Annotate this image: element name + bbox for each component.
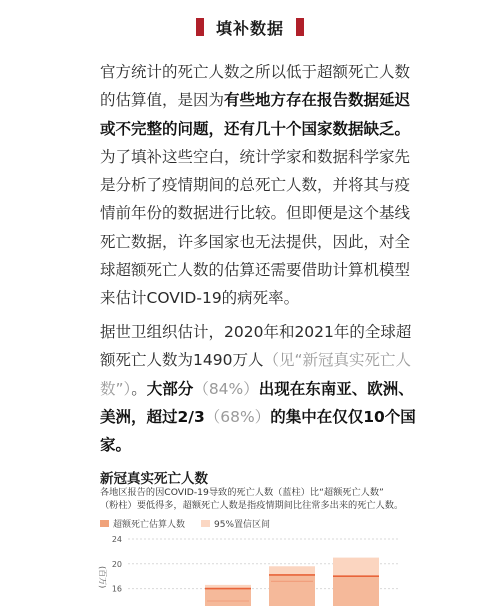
excess-bar (333, 576, 379, 606)
gray-note: （84%） (193, 379, 259, 398)
paragraph-line (100, 318, 412, 346)
legend-swatch-excess (100, 520, 109, 527)
body-text: 为了填补这些空白，统计学家和数据科学家先 (100, 147, 411, 166)
figure-title: 新冠真实死亡人数 (100, 471, 208, 487)
paragraph-line (100, 375, 414, 403)
body-text: 官方统计的死亡人数之所以低于超额死亡人数 (100, 63, 411, 81)
paragraph-line (100, 58, 411, 86)
excess-deaths-chart (0, 530, 500, 606)
body-text: 额死亡人数为1490万人 (100, 351, 264, 370)
body-text: 来估计COVID-19的病死率。 (100, 289, 300, 308)
excess-bar (205, 589, 251, 606)
legend-label-ci: 95%置信区间 (214, 519, 271, 530)
gray-note: （68%） (204, 407, 271, 426)
heading-right-mark (296, 18, 304, 36)
bold-text: 的集中在仅仅10个国 (270, 407, 416, 426)
paragraph-line (100, 171, 411, 199)
heading-left-mark (196, 18, 204, 36)
body-text: 。 (131, 379, 147, 398)
figure-subtitle-line: 各地区报告的因COVID-19导致的死亡人数（蓝柱）比“超额死亡人数” (100, 487, 384, 498)
paragraph-1 (100, 58, 411, 313)
body-text: 球超额死亡人数的估算还需要借助计算机模型 (100, 261, 411, 280)
paragraph-line (100, 115, 411, 143)
gray-note: （见“新冠真实死亡人 (263, 351, 411, 370)
body-text: 是分析了疫情期间的总死亡人数，并将其与疫 (100, 176, 411, 195)
section-title: 填补数据 (215, 18, 284, 38)
paragraph-line (100, 143, 411, 171)
body-text: 死亡数据，许多国家也无法提供，因此，对全 (100, 232, 411, 251)
paragraph-line (100, 256, 411, 284)
paragraph-line (100, 403, 416, 431)
paragraph-2 (100, 318, 416, 459)
bold-text: 大部分 (146, 379, 194, 398)
body-text: 的估算值，是因为 (100, 91, 225, 110)
paragraph-line (100, 199, 411, 227)
legend-item-ci (201, 517, 270, 530)
y-tick-label: 20 (111, 559, 122, 569)
legend-swatch-ci (201, 520, 210, 527)
bold-text: 美洲，超过2/3 (100, 407, 205, 426)
y-tick-label: 24 (111, 535, 122, 544)
figure-subtitle (100, 486, 410, 512)
legend-label-excess: 超额死亡估算人数 (113, 519, 186, 530)
body-text: 情前年份的数据进行比较。但即便是这个基线 (100, 204, 411, 223)
paragraph-line (100, 346, 411, 374)
excess-bar (269, 575, 315, 606)
paragraph-line (100, 86, 411, 114)
chart-legend (100, 516, 286, 530)
bold-text: 家。 (100, 436, 132, 455)
bold-text: 有些地方存在报告数据延迟 (224, 91, 411, 110)
gray-note: 数”） (100, 379, 132, 398)
paragraph-line (100, 284, 400, 312)
bold-text: 出现在东南亚、欧洲、 (258, 379, 414, 398)
y-tick-label: 16 (111, 584, 122, 594)
paragraph-line (100, 228, 411, 256)
figure-subtitle-line: （粉柱）要低得多，超额死亡人数是指疫情期间比往常多出来的死亡人数。 (100, 500, 404, 511)
body-text: 据世卫组织估计，2020年和2021年的全球超 (100, 323, 412, 341)
section-heading (0, 14, 500, 40)
legend-item-excess (100, 517, 185, 530)
bold-text: 或不完整的问题，还有几十个国家数据缺乏。 (100, 119, 411, 138)
paragraph-line (100, 431, 400, 459)
y-axis-label: (百万) (98, 566, 107, 589)
